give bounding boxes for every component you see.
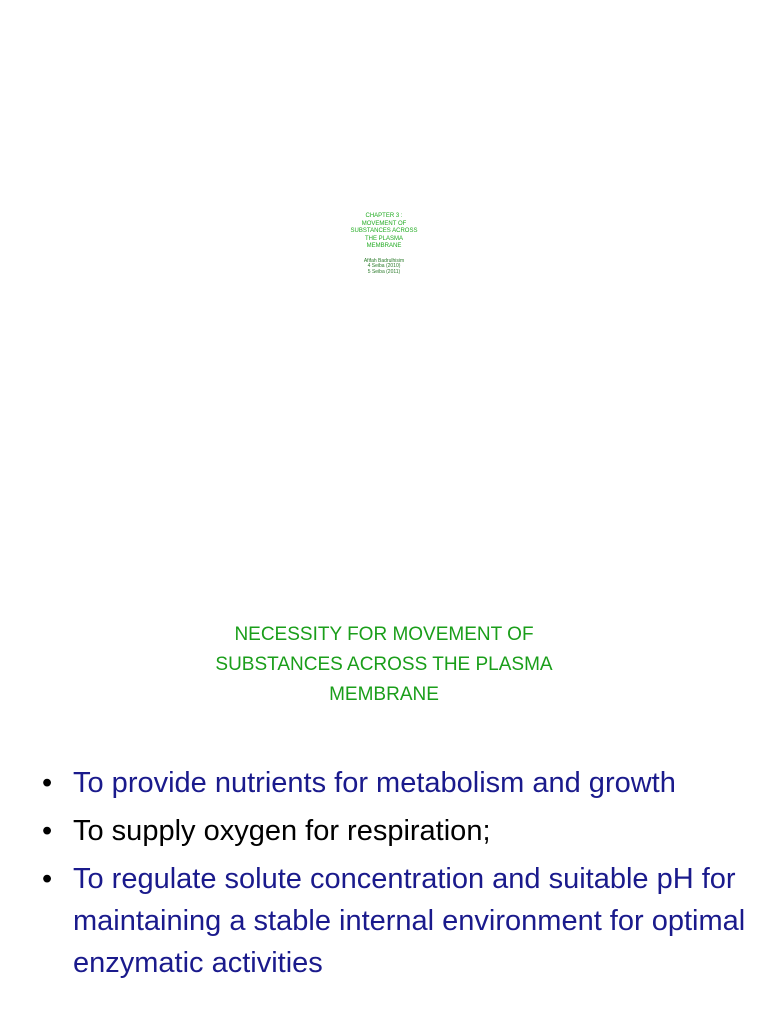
bullet-item <box>40 858 760 984</box>
section-heading-line: MEMBRANE <box>329 684 439 705</box>
cover-author-line: 4 Seiba (2010) <box>367 263 401 269</box>
bullet-item <box>40 810 760 852</box>
cover-title-line: CHAPTER 3 : <box>365 213 403 219</box>
section-heading <box>150 620 618 710</box>
cover-title-line: MEMBRANE <box>366 243 402 249</box>
cover-author-line: Afifah Badrulhisim <box>363 257 405 264</box>
cover-title-line: SUBSTANCES ACROSS <box>350 228 418 234</box>
bullet-dot-icon: • <box>42 767 53 799</box>
bullet-item <box>40 762 760 804</box>
bullet-dot-icon: • <box>42 863 53 895</box>
bullet-text: To regulate solute concentration and suitable pH for maintaining a stable internal environment for optimal enzymatic activities <box>73 863 746 979</box>
section-heading-line: NECESSITY FOR MOVEMENT OF <box>234 624 534 645</box>
cover-title-block <box>334 213 434 275</box>
bullet-dot-icon: • <box>42 815 53 847</box>
bullet-list <box>40 762 760 990</box>
bullet-text: To provide nutrients for metabolism and growth <box>73 767 676 799</box>
section-heading-line: SUBSTANCES ACROSS THE PLASMA <box>215 654 553 675</box>
cover-title-line: MOVEMENT OF <box>361 220 407 227</box>
bullet-text: To supply oxygen for respiration; <box>73 815 491 847</box>
cover-author-line: 5 Seiba (2011) <box>367 268 401 275</box>
cover-title-line: THE PLASMA <box>364 235 403 242</box>
